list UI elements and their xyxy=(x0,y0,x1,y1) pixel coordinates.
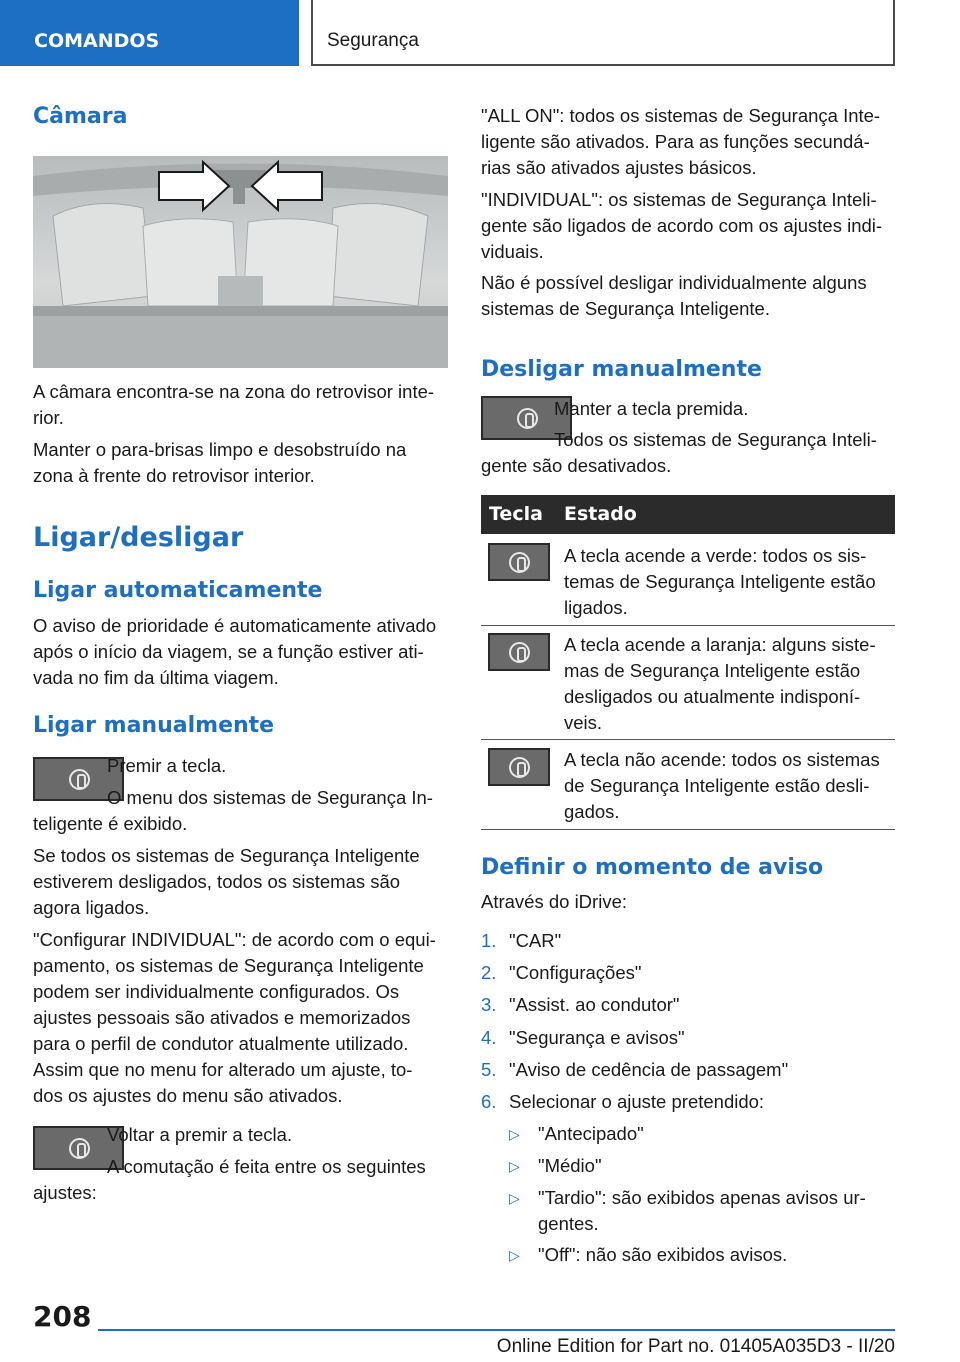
option-text: "Médio" xyxy=(538,1155,602,1176)
page-number: 208 xyxy=(33,1300,92,1333)
option-text: "Tardio": são exibidos apenas avisos ur- xyxy=(538,1187,866,1208)
step-number: 4. xyxy=(481,1027,497,1048)
manual-text-line: dos os ajustes do menu são ativados. xyxy=(33,1085,343,1106)
again-text-line: Voltar a premir a tecla. xyxy=(107,1124,293,1145)
key-orange-indicator xyxy=(488,633,550,671)
step-text: "Assist. ao condutor" xyxy=(509,994,680,1015)
manual-text-line: estiverem desligados, todos os sistemas são xyxy=(33,871,401,892)
option-bullet-icon: ▷ xyxy=(509,1247,520,1263)
manual-text-line: teligente é exibido. xyxy=(33,813,188,834)
step-number: 5. xyxy=(481,1059,497,1080)
safety-assist-icon xyxy=(69,1138,90,1159)
off-text-line: gente são desativados. xyxy=(481,455,672,476)
individual-text-line: gente são ligados de acordo com os ajustes indi- xyxy=(481,215,883,236)
option-text: "Antecipado" xyxy=(538,1123,644,1144)
individual-text-line: viduais. xyxy=(481,241,544,262)
table-cell: mas de Segurança Inteligente estão xyxy=(564,660,861,681)
step-number: 1. xyxy=(481,930,497,951)
option-bullet-icon: ▷ xyxy=(509,1158,520,1174)
auto-text-line: após o início da viagem, se a função estiver ati- xyxy=(33,641,424,662)
again-text-line: A comutação é feita entre os seguintes xyxy=(107,1156,426,1177)
auto-text-line: vada no fim da última viagem. xyxy=(33,667,279,688)
camera-text-line: A câmara encontra-se na zona do retrovisor inte- xyxy=(33,381,435,402)
safety-assist-icon xyxy=(509,757,530,778)
option-bullet-icon: ▷ xyxy=(509,1190,520,1206)
individual-text-line: "INDIVIDUAL": os sistemas de Segurança Inteli- xyxy=(481,189,877,210)
camera-text-line: Manter o para-brisas limpo e desobstruído na xyxy=(33,439,407,460)
table-cell: de Segurança Inteligente estão desli- xyxy=(564,775,870,796)
allon-text-line: "ALL ON": todos os sistemas de Segurança Inte- xyxy=(481,105,881,126)
table-cell: ligados. xyxy=(564,597,628,618)
section-tab: COMANDOS xyxy=(0,0,299,66)
key-green-indicator xyxy=(488,543,550,581)
table-cell: temas de Segurança Inteligente estão xyxy=(564,571,876,592)
step-number: 3. xyxy=(481,994,497,1015)
noindiv-text-line: Não é possível desligar individualmente alguns xyxy=(481,272,867,293)
option-text: gentes. xyxy=(538,1213,599,1234)
warn-heading: Definir o momento de aviso xyxy=(481,855,824,880)
step-text: "Segurança e avisos" xyxy=(509,1027,685,1048)
table-col-key: Tecla xyxy=(489,503,543,525)
table-col-state: Estado xyxy=(564,503,637,525)
table-cell: A tecla acende a verde: todos os sis- xyxy=(564,545,867,566)
step-text: "Configurações" xyxy=(509,962,642,983)
safety-assist-icon xyxy=(509,552,530,573)
footer-rule xyxy=(98,1329,895,1331)
manual-text-line: agora ligados. xyxy=(33,897,150,918)
step-text: "CAR" xyxy=(509,930,562,951)
step-text: "Aviso de cedência de passagem" xyxy=(509,1059,789,1080)
off-heading: Desligar manualmente xyxy=(481,357,762,382)
table-cell: A tecla acende a laranja: alguns siste- xyxy=(564,634,876,655)
safety-assist-icon xyxy=(517,408,538,429)
key-off-indicator xyxy=(488,748,550,786)
manual-heading: Ligar manualmente xyxy=(33,713,275,738)
chapter-title: Segurança xyxy=(311,0,895,66)
manual-text-line: O menu dos sistemas de Segurança In- xyxy=(107,787,433,808)
table-cell: gados. xyxy=(564,801,620,822)
table-divider xyxy=(481,625,895,626)
table-cell: veis. xyxy=(564,712,603,733)
table-divider xyxy=(481,829,895,830)
allon-text-line: ligente são ativados. Para as funções secundá- xyxy=(481,131,870,152)
camera-photo xyxy=(33,156,448,368)
camera-text-line: rior. xyxy=(33,407,64,428)
manual-text-line: pamento, os sistemas de Segurança Inteligente xyxy=(33,955,424,976)
table-cell: desligados ou atualmente indisponí- xyxy=(564,686,861,707)
off-text-line: Manter a tecla premida. xyxy=(554,398,749,419)
again-text-line: ajustes: xyxy=(33,1182,97,1203)
step-text: Selecionar o ajuste pretendido: xyxy=(509,1091,765,1112)
manual-text-line: "Configurar INDIVIDUAL": de acordo com o equi- xyxy=(33,929,436,950)
safety-assist-icon xyxy=(69,769,90,790)
camera-text-line: zona à frente do retrovisor interior. xyxy=(33,465,315,486)
off-text-line: Todos os sistemas de Segurança Inteli- xyxy=(554,429,877,450)
manual-text-line: podem ser individualmente configurados. Os xyxy=(33,981,400,1002)
safety-assist-icon xyxy=(509,642,530,663)
manual-text-line: para o perfil de condutor atualmente utilizado. xyxy=(33,1033,409,1054)
car-interior-illustration xyxy=(33,156,448,368)
table-cell: A tecla não acende: todos os sistemas xyxy=(564,749,880,770)
step-number: 6. xyxy=(481,1091,497,1112)
manual-text-line: Premir a tecla. xyxy=(107,755,227,776)
camera-heading: Câmara xyxy=(33,104,128,129)
manual-text-line: ajustes pessoais são ativados e memorizados xyxy=(33,1007,411,1028)
idrive-text: Através do iDrive: xyxy=(481,891,627,912)
table-divider xyxy=(481,739,895,740)
auto-heading: Ligar automaticamente xyxy=(33,578,323,603)
allon-text-line: rias são ativados ajustes básicos. xyxy=(481,157,757,178)
table-header xyxy=(481,495,895,534)
step-number: 2. xyxy=(481,962,497,983)
manual-text-line: Assim que no menu for alterado um ajuste, to- xyxy=(33,1059,413,1080)
noindiv-text-line: sistemas de Segurança Inteligente. xyxy=(481,298,770,319)
option-text: "Off": não são exibidos avisos. xyxy=(538,1244,788,1265)
auto-text-line: O aviso de prioridade é automaticamente ativado xyxy=(33,615,437,636)
onoff-heading: Ligar/desligar xyxy=(33,522,244,553)
option-bullet-icon: ▷ xyxy=(509,1126,520,1142)
manual-text-line: Se todos os sistemas de Segurança Inteligente xyxy=(33,845,420,866)
footer-edition: Online Edition for Part no. 01405A035D3 - II/20 xyxy=(496,1336,895,1357)
